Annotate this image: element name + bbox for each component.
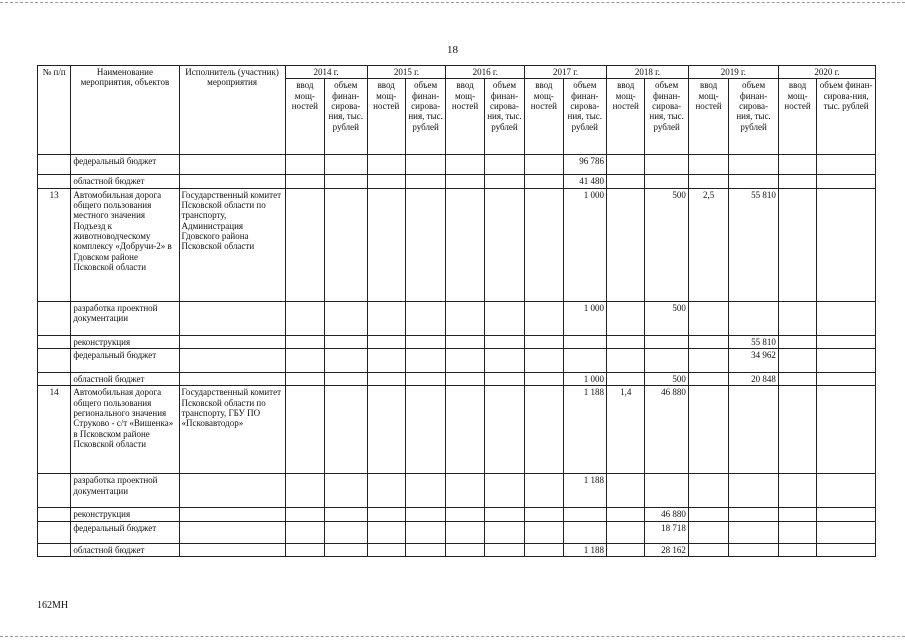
table-body bbox=[38, 155, 876, 557]
row-name: федеральный бюджет bbox=[71, 349, 179, 373]
cell-capacity bbox=[446, 543, 484, 556]
row-name: Автомобильная дорога общего пользования регионального значения Струково - с/т «Вишенка» в Псковском районе Псковской области bbox=[71, 386, 179, 474]
row-number bbox=[38, 301, 71, 335]
row-number: 13 bbox=[38, 188, 71, 301]
footer-code: 162МН bbox=[37, 600, 69, 611]
cell-capacity bbox=[446, 349, 484, 373]
cell-capacity bbox=[285, 188, 324, 301]
cell-funding bbox=[729, 175, 779, 188]
row-number bbox=[38, 175, 71, 188]
cell-capacity bbox=[525, 301, 563, 335]
cell-funding bbox=[325, 386, 367, 474]
row-executor bbox=[179, 543, 285, 556]
cell-funding: 18 718 bbox=[645, 521, 688, 543]
table-row bbox=[38, 543, 876, 556]
cell-funding bbox=[817, 521, 876, 543]
cell-funding: 1 188 bbox=[563, 386, 606, 474]
header-year: 2019 г. bbox=[688, 66, 778, 79]
cell-capacity bbox=[446, 521, 484, 543]
header-funding: объем финан-сирова-ния, тыс. рублей bbox=[563, 79, 606, 155]
cell-capacity bbox=[367, 155, 405, 175]
cell-capacity bbox=[525, 508, 563, 521]
cell-funding bbox=[817, 543, 876, 556]
cell-capacity bbox=[285, 474, 324, 508]
cell-capacity bbox=[607, 349, 645, 373]
table-row bbox=[38, 301, 876, 335]
cell-capacity bbox=[607, 543, 645, 556]
row-executor bbox=[179, 155, 285, 175]
header-funding: объем финан-сирова-ния, тыс. рублей bbox=[817, 79, 876, 155]
cell-capacity bbox=[285, 373, 324, 386]
cell-capacity bbox=[778, 508, 816, 521]
row-name: Автомобильная дорога общего пользования местного значения Подъезд к животноводческому комплексу «Добручи-2» в Гдовском районе Псковской области bbox=[71, 188, 179, 301]
row-executor bbox=[179, 521, 285, 543]
cell-capacity bbox=[688, 349, 728, 373]
cell-capacity: 2,5 bbox=[688, 188, 728, 301]
row-executor bbox=[179, 474, 285, 508]
cell-capacity bbox=[367, 349, 405, 373]
cell-funding bbox=[325, 335, 367, 348]
header-year: 2020 г. bbox=[778, 66, 875, 79]
table-row bbox=[38, 155, 876, 175]
cell-funding bbox=[405, 474, 445, 508]
cell-funding bbox=[817, 188, 876, 301]
cell-capacity bbox=[525, 386, 563, 474]
cell-capacity bbox=[778, 543, 816, 556]
cell-capacity bbox=[607, 373, 645, 386]
cell-capacity bbox=[688, 386, 728, 474]
header-capacity: ввод мощ-ностей bbox=[285, 79, 324, 155]
cell-funding bbox=[729, 521, 779, 543]
cell-funding: 500 bbox=[645, 373, 688, 386]
row-number bbox=[38, 543, 71, 556]
row-name: реконструкция bbox=[71, 508, 179, 521]
cell-funding bbox=[325, 175, 367, 188]
cell-capacity bbox=[446, 373, 484, 386]
cell-funding bbox=[729, 508, 779, 521]
cell-capacity bbox=[778, 301, 816, 335]
cell-capacity bbox=[607, 301, 645, 335]
cell-funding bbox=[325, 301, 367, 335]
cell-funding bbox=[817, 175, 876, 188]
row-name: областной бюджет bbox=[71, 175, 179, 188]
cell-funding bbox=[817, 373, 876, 386]
cell-funding bbox=[645, 349, 688, 373]
header-year: 2015 г. bbox=[367, 66, 446, 79]
cell-funding bbox=[405, 373, 445, 386]
cell-capacity bbox=[285, 543, 324, 556]
cell-funding bbox=[484, 155, 524, 175]
cell-funding: 55 810 bbox=[729, 188, 779, 301]
header-funding: объем финан-сирова-ния, тыс. рублей bbox=[325, 79, 367, 155]
row-name: разработка проектной документации bbox=[71, 301, 179, 335]
cell-capacity bbox=[607, 335, 645, 348]
cell-funding bbox=[563, 508, 606, 521]
cell-capacity bbox=[525, 349, 563, 373]
cell-funding bbox=[817, 386, 876, 474]
header-funding: объем финан-сирова-ния, тыс. рублей bbox=[484, 79, 524, 155]
cell-capacity bbox=[285, 521, 324, 543]
header-year: 2014 г. bbox=[285, 66, 367, 79]
cell-funding: 1 188 bbox=[563, 543, 606, 556]
cell-funding: 20 848 bbox=[729, 373, 779, 386]
cell-capacity bbox=[525, 155, 563, 175]
cell-funding bbox=[817, 335, 876, 348]
cell-funding bbox=[405, 508, 445, 521]
cell-capacity bbox=[778, 474, 816, 508]
cell-funding bbox=[325, 521, 367, 543]
cell-capacity bbox=[285, 301, 324, 335]
financing-table bbox=[37, 65, 876, 557]
cell-funding bbox=[325, 508, 367, 521]
cell-funding bbox=[484, 543, 524, 556]
cell-funding bbox=[645, 175, 688, 188]
cell-capacity bbox=[688, 335, 728, 348]
row-executor bbox=[179, 335, 285, 348]
header-capacity: ввод мощ-ностей bbox=[525, 79, 563, 155]
cell-funding bbox=[405, 301, 445, 335]
cell-funding: 1 188 bbox=[563, 474, 606, 508]
cell-funding: 1 000 bbox=[563, 188, 606, 301]
cell-funding: 1 000 bbox=[563, 373, 606, 386]
cell-funding bbox=[645, 335, 688, 348]
cell-funding: 500 bbox=[645, 188, 688, 301]
table-row bbox=[38, 508, 876, 521]
row-executor bbox=[179, 373, 285, 386]
cell-funding bbox=[405, 188, 445, 301]
cell-capacity bbox=[607, 188, 645, 301]
cell-funding bbox=[484, 175, 524, 188]
header-year: 2017 г. bbox=[525, 66, 607, 79]
cell-funding bbox=[484, 521, 524, 543]
cell-funding bbox=[484, 335, 524, 348]
row-number: 14 bbox=[38, 386, 71, 474]
table-row bbox=[38, 373, 876, 386]
cell-capacity bbox=[367, 188, 405, 301]
cell-funding: 55 810 bbox=[729, 335, 779, 348]
row-name: областной бюджет bbox=[71, 543, 179, 556]
row-number bbox=[38, 521, 71, 543]
row-executor bbox=[179, 508, 285, 521]
cell-funding bbox=[729, 543, 779, 556]
cell-funding: 46 880 bbox=[645, 508, 688, 521]
cell-capacity bbox=[778, 188, 816, 301]
cell-funding bbox=[405, 521, 445, 543]
cell-capacity bbox=[607, 508, 645, 521]
cell-funding bbox=[484, 349, 524, 373]
cell-capacity bbox=[688, 521, 728, 543]
row-number bbox=[38, 373, 71, 386]
table-row bbox=[38, 175, 876, 188]
page-number: 18 bbox=[447, 44, 458, 56]
cell-capacity bbox=[525, 188, 563, 301]
cell-capacity bbox=[446, 474, 484, 508]
cell-funding bbox=[405, 543, 445, 556]
cell-capacity bbox=[778, 175, 816, 188]
table-row bbox=[38, 521, 876, 543]
cell-capacity bbox=[778, 373, 816, 386]
header-capacity: ввод мощ-ностей bbox=[607, 79, 645, 155]
cell-funding bbox=[729, 155, 779, 175]
cell-funding bbox=[563, 335, 606, 348]
cell-capacity bbox=[688, 301, 728, 335]
cell-capacity bbox=[525, 521, 563, 543]
table-row bbox=[38, 188, 876, 301]
row-number bbox=[38, 474, 71, 508]
cell-capacity bbox=[778, 335, 816, 348]
cell-funding bbox=[325, 155, 367, 175]
cell-capacity bbox=[688, 155, 728, 175]
cell-funding bbox=[817, 474, 876, 508]
cell-funding bbox=[484, 474, 524, 508]
header-funding: объем финан-сирова-ния, тыс. рублей bbox=[405, 79, 445, 155]
cell-funding bbox=[729, 474, 779, 508]
header-name: Наименование мероприятия, объектов bbox=[71, 66, 179, 155]
cell-funding bbox=[817, 301, 876, 335]
cell-capacity bbox=[285, 349, 324, 373]
row-number bbox=[38, 349, 71, 373]
cell-funding bbox=[325, 188, 367, 301]
header-funding: объем финан-сирова-ния, тыс. рублей bbox=[729, 79, 779, 155]
cell-funding: 28 162 bbox=[645, 543, 688, 556]
header-year: 2018 г. bbox=[607, 66, 689, 79]
row-executor: Государственный комитет Псковской области по транспорту, ГБУ ПО «Псковавтодор» bbox=[179, 386, 285, 474]
cell-capacity bbox=[285, 386, 324, 474]
cell-capacity bbox=[446, 188, 484, 301]
cell-funding bbox=[405, 349, 445, 373]
header-capacity: ввод мощ-ностей bbox=[688, 79, 728, 155]
cell-capacity bbox=[607, 521, 645, 543]
cell-capacity bbox=[367, 175, 405, 188]
row-executor: Государственный комитет Псковской области по транспорту, Администрация Гдовского района Псковской области bbox=[179, 188, 285, 301]
cell-capacity bbox=[367, 386, 405, 474]
cell-funding bbox=[817, 155, 876, 175]
cell-funding: 34 962 bbox=[729, 349, 779, 373]
cell-funding bbox=[405, 155, 445, 175]
table-row bbox=[38, 335, 876, 348]
cell-capacity bbox=[446, 175, 484, 188]
cell-capacity bbox=[778, 521, 816, 543]
scan-bottom-edge bbox=[0, 636, 905, 637]
table-row bbox=[38, 474, 876, 508]
cell-capacity bbox=[607, 474, 645, 508]
header-capacity: ввод мощ-ностей bbox=[778, 79, 816, 155]
header-idx: № п/п bbox=[38, 66, 71, 155]
cell-capacity bbox=[285, 175, 324, 188]
cell-capacity bbox=[607, 175, 645, 188]
table-row bbox=[38, 386, 876, 474]
row-number bbox=[38, 508, 71, 521]
cell-funding bbox=[484, 508, 524, 521]
cell-capacity bbox=[688, 175, 728, 188]
cell-funding: 500 bbox=[645, 301, 688, 335]
cell-funding bbox=[484, 386, 524, 474]
cell-funding bbox=[484, 301, 524, 335]
cell-funding bbox=[817, 508, 876, 521]
row-number bbox=[38, 335, 71, 348]
cell-funding bbox=[563, 349, 606, 373]
cell-capacity bbox=[525, 373, 563, 386]
cell-funding bbox=[405, 175, 445, 188]
cell-capacity bbox=[446, 508, 484, 521]
cell-capacity bbox=[525, 175, 563, 188]
header-capacity: ввод мощ-ностей bbox=[446, 79, 484, 155]
cell-capacity bbox=[367, 373, 405, 386]
cell-capacity bbox=[607, 155, 645, 175]
header-year: 2016 г. bbox=[446, 66, 525, 79]
cell-funding bbox=[484, 188, 524, 301]
cell-funding: 1 000 bbox=[563, 301, 606, 335]
cell-capacity bbox=[525, 474, 563, 508]
cell-funding: 46 880 bbox=[645, 386, 688, 474]
cell-capacity bbox=[446, 301, 484, 335]
row-executor bbox=[179, 301, 285, 335]
cell-capacity bbox=[285, 335, 324, 348]
cell-capacity bbox=[367, 508, 405, 521]
cell-funding bbox=[563, 521, 606, 543]
header-executor: Исполнитель (участник) мероприятия bbox=[179, 66, 285, 155]
cell-funding: 96 786 bbox=[563, 155, 606, 175]
cell-capacity bbox=[367, 335, 405, 348]
cell-funding: 41 480 bbox=[563, 175, 606, 188]
row-name: областной бюджет bbox=[71, 373, 179, 386]
cell-funding bbox=[405, 386, 445, 474]
cell-funding bbox=[817, 349, 876, 373]
cell-capacity bbox=[778, 349, 816, 373]
header-capacity: ввод мощ-ностей bbox=[367, 79, 405, 155]
row-name: разработка проектной документации bbox=[71, 474, 179, 508]
cell-capacity bbox=[688, 543, 728, 556]
row-name: федеральный бюджет bbox=[71, 521, 179, 543]
cell-capacity bbox=[688, 373, 728, 386]
cell-capacity bbox=[285, 508, 324, 521]
cell-capacity bbox=[778, 155, 816, 175]
cell-funding bbox=[325, 474, 367, 508]
cell-capacity bbox=[525, 335, 563, 348]
cell-funding bbox=[405, 335, 445, 348]
cell-funding bbox=[645, 155, 688, 175]
cell-capacity bbox=[688, 474, 728, 508]
row-executor bbox=[179, 349, 285, 373]
cell-capacity bbox=[367, 521, 405, 543]
cell-funding bbox=[729, 386, 779, 474]
row-number bbox=[38, 155, 71, 175]
header-funding: объем финан-сирова-ния, тыс. рублей bbox=[645, 79, 688, 155]
cell-capacity bbox=[367, 301, 405, 335]
cell-funding bbox=[325, 349, 367, 373]
row-name: реконструкция bbox=[71, 335, 179, 348]
cell-funding bbox=[645, 474, 688, 508]
row-name: федеральный бюджет bbox=[71, 155, 179, 175]
cell-funding bbox=[325, 373, 367, 386]
cell-capacity bbox=[688, 508, 728, 521]
cell-funding bbox=[484, 373, 524, 386]
cell-funding bbox=[729, 301, 779, 335]
cell-capacity bbox=[778, 386, 816, 474]
cell-capacity bbox=[446, 155, 484, 175]
row-executor bbox=[179, 175, 285, 188]
cell-capacity bbox=[367, 474, 405, 508]
table-row bbox=[38, 349, 876, 373]
cell-capacity bbox=[446, 335, 484, 348]
cell-capacity: 1,4 bbox=[607, 386, 645, 474]
cell-capacity bbox=[525, 543, 563, 556]
cell-capacity bbox=[285, 155, 324, 175]
scan-top-edge bbox=[0, 2, 905, 3]
cell-funding bbox=[325, 543, 367, 556]
cell-capacity bbox=[446, 386, 484, 474]
cell-capacity bbox=[367, 543, 405, 556]
